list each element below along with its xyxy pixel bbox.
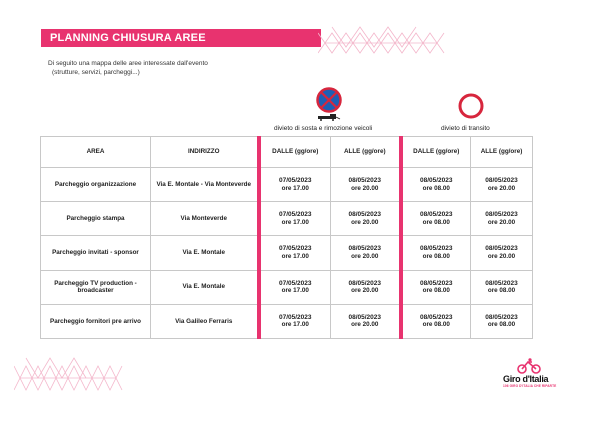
date-value: 08/05/2023: [419, 279, 453, 287]
tow-truck-icon: [317, 113, 341, 121]
time-value: ore 20.00: [351, 321, 379, 329]
table-row: [41, 304, 533, 338]
cyclist-icon: [517, 358, 541, 374]
intro-line-1: Di seguito una mappa delle aree interessate dall'evento: [48, 60, 208, 67]
time-value: ore 17.00: [281, 184, 309, 192]
cell-sosta-alle: [331, 304, 401, 338]
date-value: 07/05/2023: [278, 245, 312, 253]
time-value: ore 17.00: [281, 252, 309, 260]
table-row: [41, 202, 533, 236]
cell-transito-alle: [471, 304, 533, 338]
cell-indirizzo: Via Galileo Ferraris: [151, 304, 259, 338]
time-value: ore 08.00: [422, 287, 450, 295]
header-indirizzo: INDIRIZZO: [151, 137, 259, 168]
table-row: [41, 168, 533, 202]
cell-indirizzo: Via Monteverde: [151, 202, 259, 236]
date-value: 08/05/2023: [419, 177, 453, 185]
triangle-pattern-decoration: [318, 25, 448, 55]
time-value: ore 17.00: [281, 287, 309, 295]
header-sosta-alle: ALLE (gg/ore): [331, 137, 401, 168]
time-value: ore 20.00: [351, 252, 379, 260]
no-transit-label: divieto di transito: [441, 125, 490, 132]
time-value: ore 17.00: [281, 321, 309, 329]
cell-transito-alle: [471, 236, 533, 270]
cell-sosta-dalle: [259, 168, 331, 202]
cell-transito-dalle: [401, 270, 471, 304]
date-value: 07/05/2023: [278, 211, 312, 219]
time-value: ore 20.00: [351, 287, 379, 295]
table-header-row: [41, 137, 533, 168]
date-value: 08/05/2023: [348, 245, 382, 253]
date-value: 08/05/2023: [419, 245, 453, 253]
cell-transito-dalle: [401, 202, 471, 236]
page-title: PLANNING CHIUSURA AREE: [41, 29, 321, 47]
logo-tagline: 106 GIRO D'ITALIA CHE RIPARTE: [503, 384, 557, 388]
logo-name: Giro d'Italia: [503, 374, 549, 384]
cell-transito-dalle: [401, 236, 471, 270]
cell-area: Parcheggio fornitori pre arrivo: [41, 304, 151, 338]
time-value: ore 08.00: [422, 252, 450, 260]
date-value: 07/05/2023: [278, 177, 312, 185]
table-row: [41, 270, 533, 304]
cell-transito-alle: [471, 270, 533, 304]
date-value: 08/05/2023: [485, 177, 518, 185]
cell-area: Parcheggio stampa: [41, 202, 151, 236]
date-value: 08/05/2023: [485, 279, 518, 287]
time-value: ore 08.00: [422, 184, 450, 192]
cell-sosta-dalle: [259, 270, 331, 304]
date-value: 08/05/2023: [348, 313, 382, 321]
date-value: 08/05/2023: [485, 245, 518, 253]
cell-sosta-alle: [331, 236, 401, 270]
no-parking-label: divieto di sosta e rimozione veicoli: [274, 125, 373, 132]
cell-indirizzo: Via E. Montale: [151, 270, 259, 304]
time-value: ore 20.00: [351, 218, 379, 226]
time-value: ore 08.00: [487, 321, 516, 329]
header-area: AREA: [41, 137, 151, 168]
date-value: 07/05/2023: [278, 313, 312, 321]
no-parking-tow-icon: [316, 87, 342, 113]
intro-text: [48, 59, 208, 77]
time-value: ore 20.00: [487, 252, 516, 260]
date-value: 08/05/2023: [348, 211, 382, 219]
cell-sosta-alle: [331, 168, 401, 202]
date-value: 08/05/2023: [485, 211, 518, 219]
date-value: 08/05/2023: [419, 211, 453, 219]
time-value: ore 20.00: [487, 218, 516, 226]
date-value: 08/05/2023: [348, 279, 382, 287]
cell-sosta-alle: [331, 202, 401, 236]
header-transito-dalle: DALLE (gg/ore): [401, 137, 471, 168]
time-value: ore 17.00: [281, 218, 309, 226]
triangle-pattern-decoration: [14, 356, 124, 392]
time-value: ore 20.00: [351, 184, 379, 192]
intro-line-2: (strutture, servizi, parcheggi...): [52, 69, 140, 76]
cell-transito-dalle: [401, 304, 471, 338]
cell-sosta-alle: [331, 270, 401, 304]
cell-area: Parcheggio TV production - broadcaster: [41, 270, 151, 304]
cell-indirizzo: Via E. Montale - Via Monteverde: [151, 168, 259, 202]
cell-sosta-dalle: [259, 236, 331, 270]
cell-area: Parcheggio invitati - sponsor: [41, 236, 151, 270]
time-value: ore 20.00: [487, 184, 516, 192]
header-transito-alle: ALLE (gg/ore): [471, 137, 533, 168]
cell-sosta-dalle: [259, 202, 331, 236]
time-value: ore 08.00: [487, 287, 516, 295]
date-value: 08/05/2023: [485, 313, 518, 321]
time-value: ore 08.00: [422, 321, 450, 329]
date-value: 07/05/2023: [278, 279, 312, 287]
time-value: ore 08.00: [422, 218, 450, 226]
date-value: 08/05/2023: [348, 177, 382, 185]
no-transit-icon: [458, 93, 484, 119]
cell-transito-alle: [471, 168, 533, 202]
cell-sosta-dalle: [259, 304, 331, 338]
table-row: [41, 236, 533, 270]
cell-transito-alle: [471, 202, 533, 236]
cell-transito-dalle: [401, 168, 471, 202]
date-value: 08/05/2023: [419, 313, 453, 321]
header-sosta-dalle: DALLE (gg/ore): [259, 137, 331, 168]
giro-ditalia-logo: [503, 358, 559, 388]
closure-planning-table: [40, 136, 533, 339]
cell-indirizzo: Via E. Montale: [151, 236, 259, 270]
cell-area: Parcheggio organizzazione: [41, 168, 151, 202]
